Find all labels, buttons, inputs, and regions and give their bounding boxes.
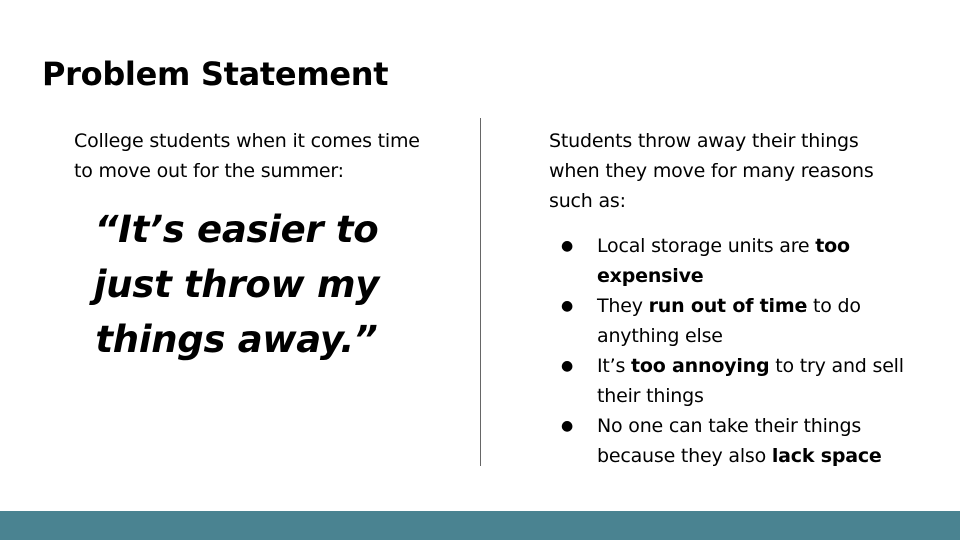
reason-text: Local storage units are bbox=[597, 235, 816, 257]
bullet-icon: ● bbox=[561, 298, 574, 314]
reasons-list bbox=[549, 231, 909, 471]
reason-item-storage-cost bbox=[549, 231, 909, 291]
reason-text: They bbox=[597, 295, 649, 317]
student-quote: “It’s easier to just throw my things away.” bbox=[93, 208, 380, 361]
right-column bbox=[549, 126, 909, 471]
slide-title: Problem Statement bbox=[42, 55, 389, 93]
bullet-icon: ● bbox=[561, 358, 574, 374]
reason-text: to try and sell their things bbox=[597, 355, 904, 407]
column-divider bbox=[480, 118, 481, 466]
bullet-icon: ● bbox=[561, 238, 574, 254]
reason-text: to do anything else bbox=[597, 295, 861, 347]
reason-emphasis: lack space bbox=[771, 445, 882, 467]
left-intro-text: College students when it comes time to move out for the summer: bbox=[74, 130, 420, 182]
reason-emphasis: too annoying bbox=[631, 355, 770, 377]
reason-emphasis: run out of time bbox=[648, 295, 808, 317]
reason-item-time bbox=[549, 291, 909, 351]
reason-item-space bbox=[549, 411, 909, 471]
left-column bbox=[74, 126, 434, 367]
footer-bar bbox=[0, 511, 960, 540]
reason-item-annoying bbox=[549, 351, 909, 411]
right-intro-text: Students throw away their things when they move for many reasons such as: bbox=[549, 130, 874, 212]
reason-emphasis: too expensive bbox=[597, 235, 850, 287]
reason-text: No one can take their things because they also bbox=[597, 415, 862, 467]
bullet-icon: ● bbox=[561, 418, 574, 434]
reason-text: It’s bbox=[597, 355, 632, 377]
